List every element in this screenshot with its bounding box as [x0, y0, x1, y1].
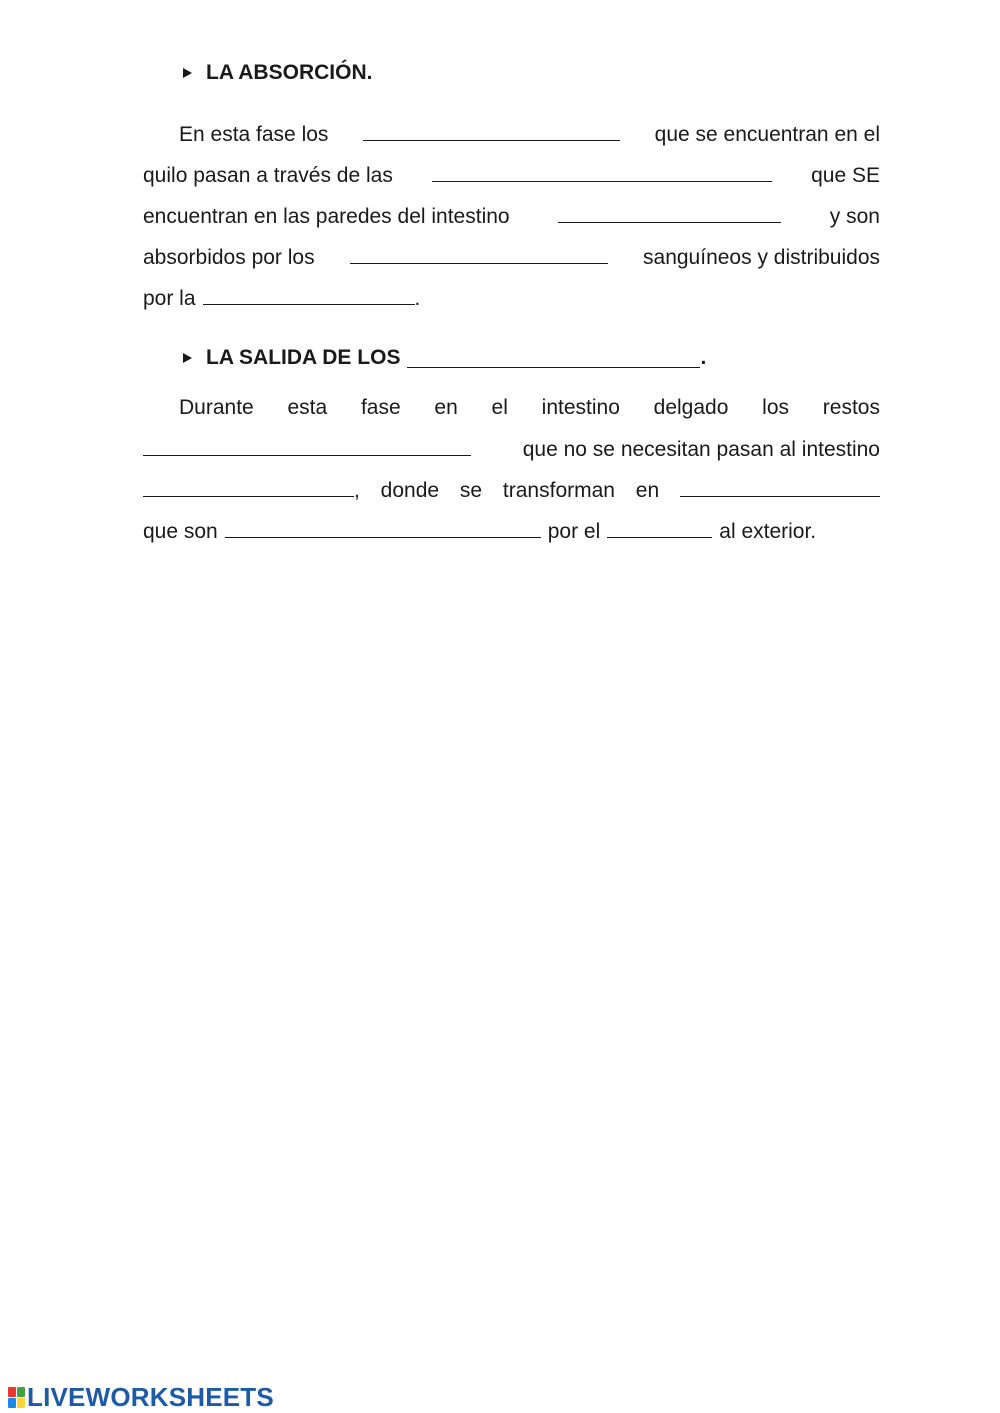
text-fragment: que son: [143, 520, 218, 543]
section-heading-absorcion: [183, 61, 372, 85]
answer-blank[interactable]: [225, 519, 541, 538]
text-fragment: quilo pasan a través de las: [143, 164, 393, 187]
answer-blank[interactable]: [350, 245, 608, 264]
logo-text: LIVEWORKSHEETS: [27, 1382, 274, 1412]
text-fragment: por el: [547, 520, 601, 543]
answer-blank[interactable]: [363, 122, 620, 141]
paragraph-line: [179, 396, 880, 420]
paragraph-line: [143, 245, 880, 269]
triangle-bullet-icon: [183, 68, 192, 78]
heading-end: .: [700, 346, 707, 369]
paragraph-line: [143, 163, 880, 187]
answer-blank[interactable]: [607, 519, 712, 538]
text-word: esta: [287, 396, 328, 419]
text-fragment: al exterior.: [719, 520, 817, 543]
text-fragment: encuentran en las paredes del intestino: [143, 205, 510, 228]
paragraph-line: [143, 519, 880, 543]
paragraph-line: [143, 286, 880, 310]
text-fragment: y son: [829, 205, 880, 228]
triangle-bullet-icon: [183, 353, 192, 363]
answer-blank[interactable]: [407, 349, 700, 368]
text-fragment: sanguíneos y distribuidos: [643, 246, 880, 269]
answer-blank[interactable]: [432, 163, 772, 182]
heading-text: LA SALIDA DE LOS: [206, 346, 401, 369]
answer-blank[interactable]: [143, 437, 471, 456]
paragraph-line: [143, 437, 880, 461]
text-fragment: que se encuentran en el: [654, 123, 880, 146]
text-word: transforman: [502, 479, 615, 502]
liveworksheets-logo: [8, 1382, 274, 1413]
text-fragment: absorbidos por los: [143, 246, 315, 269]
section-heading-salida: [183, 346, 706, 370]
text-fragment: En esta fase los: [179, 123, 329, 146]
text-word: en: [434, 396, 458, 419]
text-word: se: [459, 479, 483, 502]
paragraph-line: [143, 204, 880, 228]
answer-blank[interactable]: [143, 478, 354, 497]
text-fragment: que no se necesitan pasan al intestino: [522, 438, 880, 461]
text-word: el: [491, 396, 508, 419]
text-fragment: por la: [143, 287, 196, 310]
text-word: Durante: [179, 396, 254, 419]
paragraph-line: [179, 122, 880, 146]
text-fragment: .: [414, 287, 421, 310]
text-word: fase: [360, 396, 401, 419]
text-word: donde: [380, 479, 440, 502]
text-word: ,: [354, 479, 360, 502]
text-word: restos: [822, 396, 880, 419]
text-word: intestino: [541, 396, 620, 419]
text-word: en: [635, 479, 660, 502]
answer-blank[interactable]: [203, 286, 415, 305]
logo-blocks-icon: [8, 1387, 25, 1408]
text-word: los: [762, 396, 790, 419]
answer-blank[interactable]: [558, 204, 781, 223]
text-word: delgado: [653, 396, 729, 419]
text-fragment: que SE: [811, 164, 880, 187]
paragraph-line: [143, 478, 880, 502]
heading-text: LA ABSORCIÓN.: [206, 61, 373, 84]
answer-blank[interactable]: [680, 478, 880, 497]
